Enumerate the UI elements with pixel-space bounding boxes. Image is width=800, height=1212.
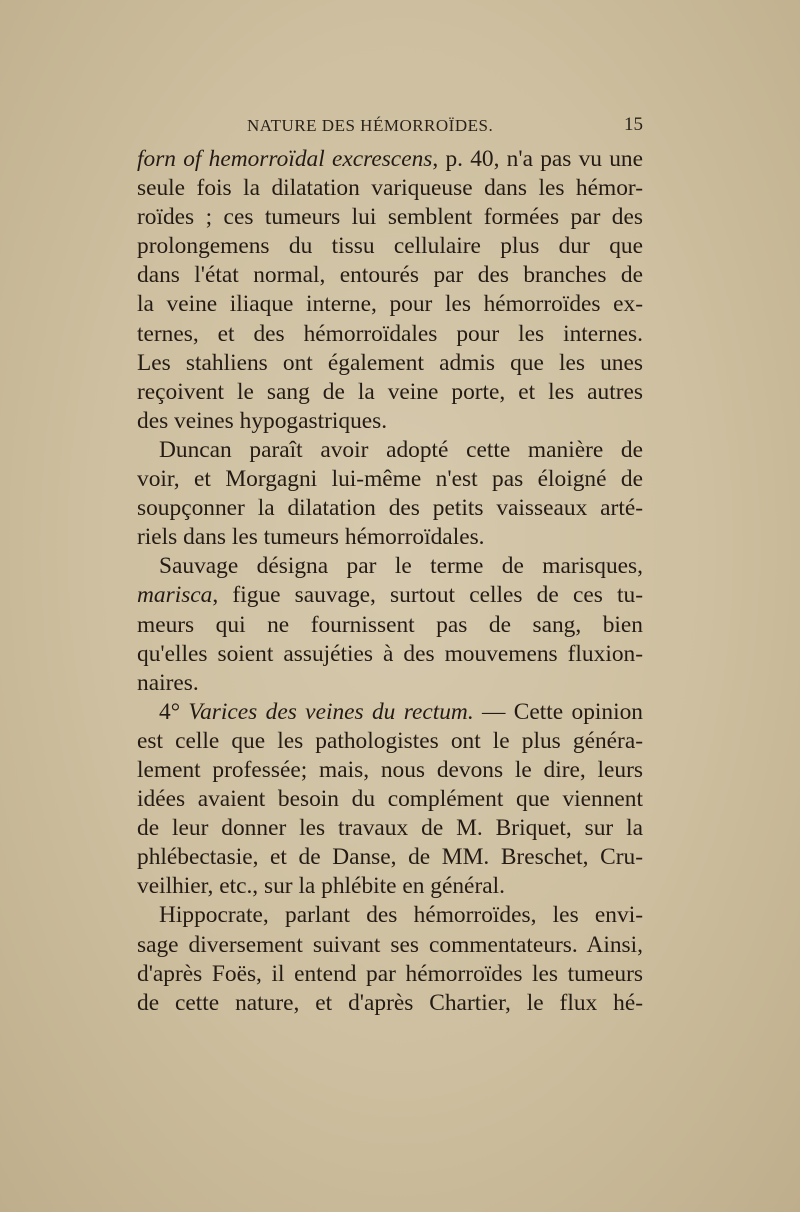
text-line: Les stahliens ont également admis que les unes bbox=[137, 349, 643, 376]
body-text bbox=[137, 145, 643, 1018]
text-line: qu'elles soient assujéties à des mouvemens fluxion- bbox=[137, 640, 643, 667]
text-line: meurs qui ne fournissent pas de sang, bien bbox=[137, 611, 643, 638]
italic-phrase: forn of hemorroïdal excrescens bbox=[137, 146, 433, 172]
text-line: Duncan paraît avoir adopté cette manière de bbox=[159, 436, 643, 463]
text-line: d'après Foës, il entend par hémorroïdes les tumeurs bbox=[137, 960, 643, 987]
text-line: Hippocrate, parlant des hémorroïdes, les envi- bbox=[159, 902, 643, 929]
text-line: roïdes ; ces tumeurs lui semblent formées par des bbox=[137, 204, 643, 231]
text-line: voir, et Morgagni lui-même n'est pas éloigné de bbox=[137, 466, 643, 493]
text-line: naires. bbox=[137, 669, 199, 696]
text-line: sage diversement suivant ses commentateurs. Ainsi, bbox=[137, 931, 643, 958]
text-line: de cette nature, et d'après Chartier, le flux hé- bbox=[137, 989, 643, 1016]
text-line: Sauvage désigna par le terme de marisques, bbox=[159, 553, 643, 580]
page-number: 15 bbox=[624, 114, 643, 135]
running-title: NATURE DES HÉMORROÏDES. bbox=[247, 116, 494, 135]
italic-phrase: Varices des veines du rectum. bbox=[188, 698, 474, 725]
text-line: seule fois la dilatation variqueuse dans les hémor- bbox=[137, 175, 643, 202]
text-line: reçoivent le sang de la veine porte, et les autres bbox=[137, 378, 643, 405]
text-line: prolongemens du tissu cellulaire plus dur que bbox=[137, 233, 643, 260]
text-line: soupçonner la dilatation des petits vaisseaux arté- bbox=[137, 495, 643, 522]
text-line: forn of hemorroïdal excrescens, p. 40, n'a pas vu une bbox=[137, 146, 643, 172]
text-line: ternes, et des hémorroïdales pour les internes. bbox=[137, 320, 643, 347]
text-line: marisca, figue sauvage, surtout celles de ces tu- bbox=[137, 582, 643, 609]
text-line: des veines hypogastriques. bbox=[137, 407, 388, 434]
text-line: idées avaient besoin du complément que viennent bbox=[137, 786, 643, 813]
text-line: la veine iliaque interne, pour les hémorroïdes ex- bbox=[137, 291, 643, 318]
text-line: de leur donner les travaux de M. Briquet, sur la bbox=[137, 815, 643, 842]
text-line: est celle que les pathologistes ont le plus généra- bbox=[137, 727, 643, 754]
text-line: phlébectasie, et de Danse, de MM. Breschet, Cru- bbox=[137, 844, 643, 871]
text-line: 4° Varices des veines du rectum. — Cette opinion bbox=[159, 698, 643, 725]
page-header bbox=[137, 112, 643, 140]
text-line: veilhier, etc., sur la phlébite en général. bbox=[137, 873, 505, 900]
text-line: riels dans les tumeurs hémorroïdales. bbox=[137, 524, 485, 551]
text-line: dans l'état normal, entourés par des branches de bbox=[137, 262, 643, 289]
italic-phrase: marisca bbox=[137, 582, 213, 609]
text-line: lement professée; mais, nous devons le dire, leurs bbox=[137, 756, 643, 783]
